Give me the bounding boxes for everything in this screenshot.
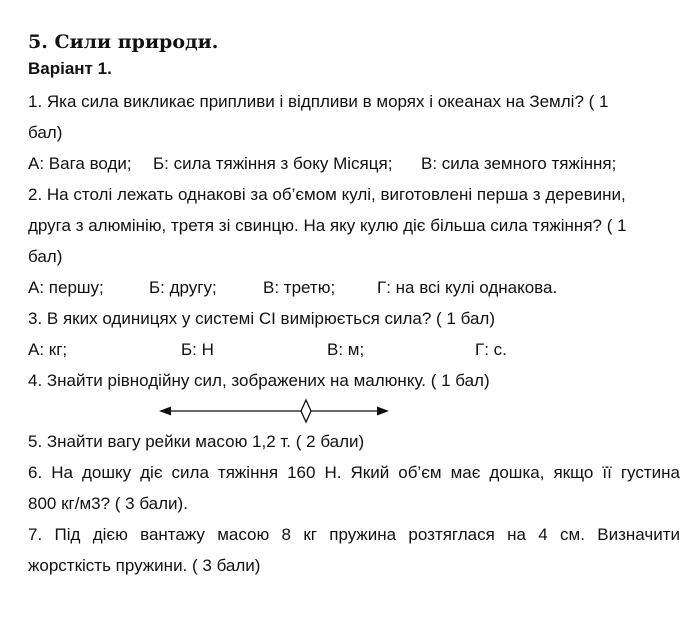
question-2-points: бал): [28, 247, 63, 266]
question-4-text: 4. Знайти рівнодійну сил, зображених на малюнку. ( 1 бал): [28, 371, 490, 390]
question-2-text-line1: 2. На столі лежать однакові за об’ємом кулі, виготовлені перша з деревини,: [28, 185, 626, 204]
q3-option-b: Б: Н: [181, 340, 214, 359]
q2-option-b: Б: другу;: [149, 278, 217, 297]
q2-option-d: Г: на всі кулі однакова.: [377, 278, 558, 297]
question-1-options: [28, 148, 680, 179]
q2-option-c: В: третю;: [263, 278, 336, 297]
question-5-text: 5. Знайти вагу рейки масою 1,2 т. ( 2 бали): [28, 432, 365, 451]
force-arrows-figure: [156, 398, 392, 424]
question-3-text: 3. В яких одиницях у системі СІ вимірюється сила? ( 1 бал): [28, 309, 495, 328]
question-2-options: [28, 272, 680, 303]
worksheet: [28, 28, 680, 581]
q1-option-c: В: сила земного тяжіння;: [421, 154, 617, 173]
right-arrowhead-icon: [377, 407, 389, 416]
question-1-text: 1. Яка сила викликає припливи і відпливи в морях і океанах на Землі? ( 1: [28, 92, 609, 111]
question-6-text-line2: 800 кг/м3? ( 3 бали).: [28, 494, 188, 513]
question-3-options: [28, 334, 680, 365]
force-diagram: [28, 396, 680, 426]
q1-option-a: А: Вага води;: [28, 154, 132, 173]
question-7-text-line2: жорсткість пружини. ( 3 бали): [28, 556, 261, 575]
left-arrowhead-icon: [159, 407, 171, 416]
application-point-diamond-icon: [301, 400, 311, 422]
q3-option-d: Г: с.: [475, 340, 507, 359]
question-6-text-line1: 6. На дошку діє сила тяжіння 160 Н. Який об’єм має дошка, якщо її густина: [28, 463, 680, 482]
variant-heading: Варіант 1.: [28, 59, 112, 78]
question-7-text-line1: 7. Під дією вантажу масою 8 кг пружина розтяглася на 4 см. Визначити: [28, 525, 680, 544]
q3-option-a: А: кг;: [28, 340, 68, 359]
question-1-points: бал): [28, 123, 63, 142]
question-2-text-line2: друга з алюмінію, третя зі свинцю. На яку кулю діє більша сила тяжіння? ( 1: [28, 216, 627, 235]
q1-option-b: Б: сила тяжіння з боку Місяця;: [153, 154, 393, 173]
q2-option-a: А: першу;: [28, 278, 104, 297]
page-title: 5. Сили природи.: [28, 31, 219, 53]
q3-option-c: В: м;: [327, 340, 365, 359]
